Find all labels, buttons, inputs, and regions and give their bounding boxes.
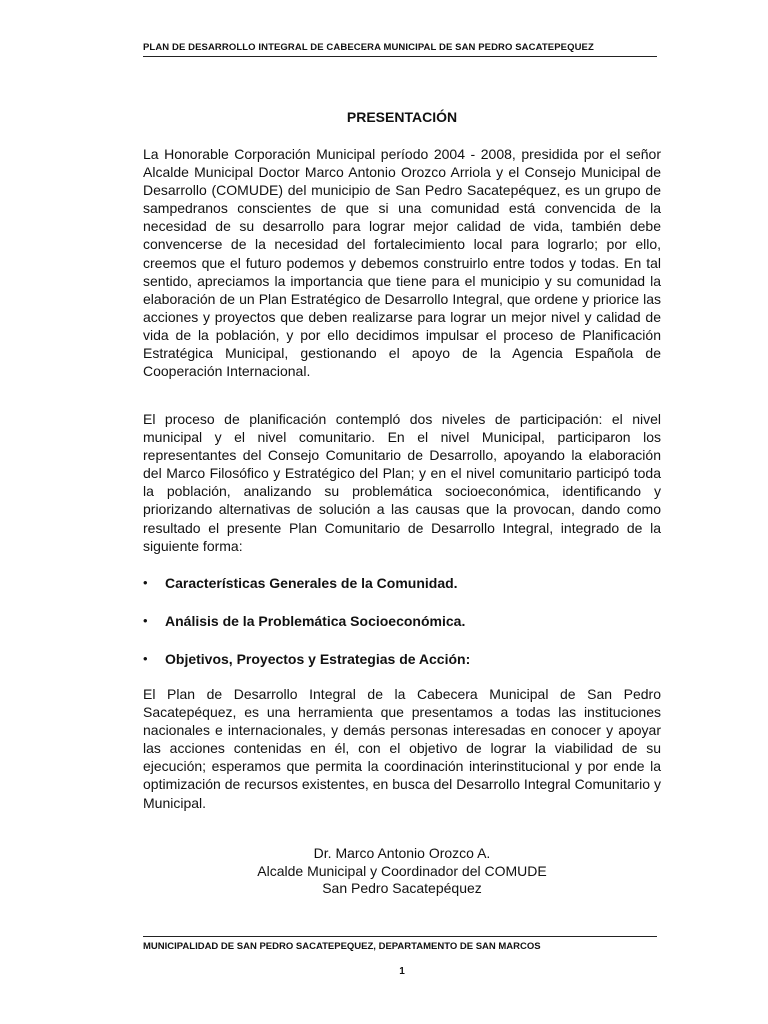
signatory-name: Dr. Marco Antonio Orozco A.	[313, 845, 491, 861]
list-item-text: Objetivos, Proyectos y Estrategias de Acción:	[165, 651, 471, 667]
bullet-icon: •	[143, 575, 148, 590]
bullet-icon: •	[143, 651, 148, 666]
bullet-icon: •	[143, 613, 148, 628]
running-header: PLAN DE DESARROLLO INTEGRAL DE CABECERA MUNICIPAL DE SAN PEDRO SACATEPEQUEZ	[143, 42, 657, 57]
signature-block	[143, 845, 661, 898]
signatory-role: Alcalde Municipal y Coordinador del COMUDE	[257, 862, 547, 879]
footer-divider	[143, 936, 657, 937]
plan-sections-list	[143, 574, 661, 688]
paragraph-conclusion: El Plan de Desarrollo Integral de la Cabecera Municipal de San Pedro Sacatepéquez, es una herramienta que presentamos a todas las instituciones nacionales e internacionales, y demás personas interesadas en conocer y apoyar las acciones contenidas en él, con el objetivo de lograr la viabilidad de su ejecución; esperamos que permita la coordinación interinstitucional y por ende la optimización de recursos existentes, en busca del Desarrollo Integral Comunitario y Municipal.	[143, 686, 661, 811]
list-item	[143, 650, 661, 668]
list-item-text: Análisis de la Problemática Socioeconómica.	[165, 613, 466, 629]
paragraph-planning-process: El proceso de planificación contempló dos niveles de participación: el nivel municipal y el nivel comunitario. En el nivel Municipal, participaron los representantes del Consejo Comunitario de Desarrollo, apoyando la elaboración del Marco Filosófico y Estratégico del Plan; y en el nivel comunitario participó toda la población, analizando su problemática socioeconómica, identificando y priorizando alternativas de solución a las causas que la provocan, dando como resultado el presente Plan Comunitario de Desarrollo Integral, integrado de la siguiente forma:	[143, 411, 661, 554]
list-item	[143, 612, 661, 630]
page-number: 1	[399, 966, 405, 977]
running-footer: MUNICIPALIDAD DE SAN PEDRO SACATEPEQUEZ, DEPARTAMENTO DE SAN MARCOS	[143, 941, 541, 952]
list-item-text: Características Generales de la Comunidad.	[165, 575, 458, 591]
list-item	[143, 574, 661, 592]
paragraph-introduction: La Honorable Corporación Municipal período 2004 - 2008, presidida por el señor Alcalde Municipal Doctor Marco Antonio Orozco Arriola y el Consejo Municipal de Desarrollo (COMUDE) del municipio de San Pedro Sacatepéquez, es un grupo de sampedranos conscientes de que si una comunidad está convencida de la necesidad de su desarrollo para lograr mejor calidad de vida, también debe convencerse de la necesidad del fortalecimiento local para lograrlo; por ello, creemos que el futuro podemos y debemos construirlo entre todos y todas. En tal sentido, apreciamos la importancia que tiene para el municipio y su comunidad la elaboración de un Plan Estratégico de Desarrollo Integral, que ordene y priorice las acciones y proyectos que deben realizarse para lograr un mejor nivel y calidad de vida de la población, y por ello decidimos impulsar el proceso de Planificación Estratégica Municipal, gestionando el apoyo de la Agencia Española de Cooperación Internacional.	[143, 146, 661, 380]
page-title: PRESENTACIÓN	[346, 109, 458, 125]
signatory-place: San Pedro Sacatepéquez	[322, 880, 482, 896]
